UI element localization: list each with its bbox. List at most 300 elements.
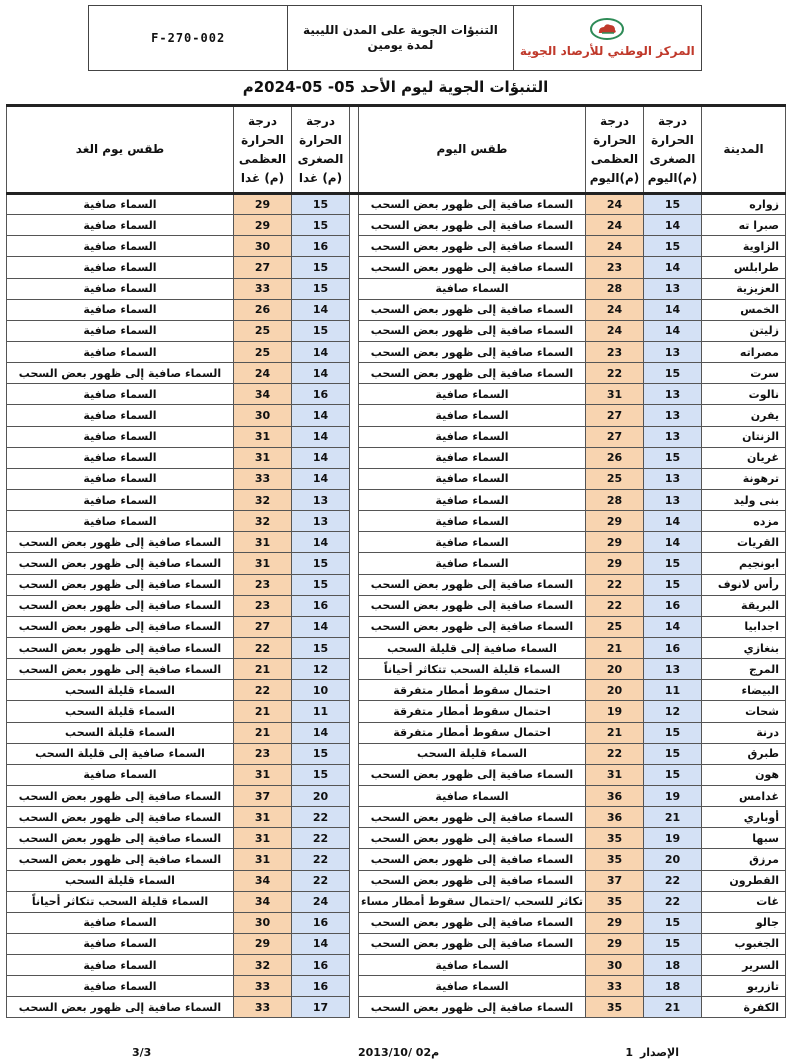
min-today-cell: 13 xyxy=(644,659,702,680)
weather-today-cell: السماء صافية إلى ظهور بعض السحب xyxy=(359,257,586,278)
min-tomorrow-cell: 15 xyxy=(292,215,350,236)
max-today-cell: 22 xyxy=(586,574,644,595)
column-gap xyxy=(350,870,359,891)
weather-tomorrow-cell: السماء صافية xyxy=(7,447,234,468)
max-tomorrow-cell: 26 xyxy=(234,299,292,320)
min-tomorrow-cell: 20 xyxy=(292,785,350,806)
weather-tomorrow-cell: السماء صافية xyxy=(7,933,234,954)
city-cell: بنغازي xyxy=(702,637,786,658)
forecast-table xyxy=(6,104,786,1018)
weather-today-cell: السماء صافية xyxy=(359,447,586,468)
weather-today-cell: السماء صافية إلى ظهور بعض السحب xyxy=(359,616,586,637)
weather-today-cell: السماء صافية xyxy=(359,785,586,806)
max-today-cell: 31 xyxy=(586,764,644,785)
city-cell: ترهونة xyxy=(702,468,786,489)
table-row xyxy=(7,384,786,405)
city-cell: تازربو xyxy=(702,976,786,997)
min-today-cell: 14 xyxy=(644,532,702,553)
min-tomorrow-cell: 14 xyxy=(292,468,350,489)
weather-today-cell: السماء صافية إلى ظهور بعض السحب xyxy=(359,933,586,954)
max-tomorrow-cell: 23 xyxy=(234,595,292,616)
min-tomorrow-cell: 13 xyxy=(292,511,350,532)
weather-cloud-logo-icon xyxy=(590,18,624,40)
max-tomorrow-cell: 37 xyxy=(234,785,292,806)
header-line: طقس اليوم xyxy=(436,142,508,156)
min-tomorrow-cell: 15 xyxy=(292,553,350,574)
city-cell: الزنتان xyxy=(702,426,786,447)
table-header-row xyxy=(7,106,786,194)
weather-tomorrow-cell: السماء صافية إلى ظهور بعض السحب xyxy=(7,807,234,828)
max-today-cell: 22 xyxy=(586,595,644,616)
document-code: F-270-002 xyxy=(89,6,288,70)
column-gap xyxy=(350,236,359,257)
column-gap xyxy=(350,955,359,976)
min-today-cell: 14 xyxy=(644,299,702,320)
max-today-cell: 22 xyxy=(586,363,644,384)
table-row xyxy=(7,680,786,701)
org-name: المركز الوطني للأرصاد الجوية xyxy=(519,44,695,58)
max-tomorrow-cell: 31 xyxy=(234,807,292,828)
min-tomorrow-cell: 22 xyxy=(292,828,350,849)
table-row xyxy=(7,299,786,320)
min-tomorrow-cell: 14 xyxy=(292,532,350,553)
min-tomorrow-cell: 24 xyxy=(292,891,350,912)
weather-tomorrow-cell: السماء صافية xyxy=(7,320,234,341)
table-row xyxy=(7,722,786,743)
header-line: درجة xyxy=(658,113,687,128)
header-line: درجة xyxy=(306,113,335,128)
min-tomorrow-cell: 15 xyxy=(292,574,350,595)
min-tomorrow-cell: 14 xyxy=(292,616,350,637)
weather-today-cell: السماء قليلة السحب xyxy=(359,743,586,764)
weather-today-cell: السماء قليلة السحب تتكاثر أحياناً xyxy=(359,659,586,680)
max-tomorrow-cell: 33 xyxy=(234,997,292,1018)
weather-today-cell: السماء صافية إلى ظهور بعض السحب xyxy=(359,363,586,384)
weather-tomorrow-cell: السماء صافية إلى ظهور بعض السحب xyxy=(7,659,234,680)
weather-today-cell: السماء صافية إلى ظهور بعض السحب xyxy=(359,299,586,320)
min-today-cell: 15 xyxy=(644,912,702,933)
min-today-cell: 16 xyxy=(644,637,702,658)
weather-tomorrow-cell: السماء صافية إلى ظهور بعض السحب xyxy=(7,363,234,384)
max-tomorrow-cell: 31 xyxy=(234,447,292,468)
table-row xyxy=(7,912,786,933)
weather-today-cell: السماء صافية xyxy=(359,976,586,997)
issue-label: الإصدار xyxy=(639,1046,679,1059)
column-gap xyxy=(350,363,359,384)
city-cell: مصراته xyxy=(702,341,786,362)
weather-tomorrow-cell: السماء صافية xyxy=(7,468,234,489)
weather-tomorrow-cell: السماء صافية xyxy=(7,405,234,426)
weather-tomorrow-cell: السماء قليلة السحب xyxy=(7,701,234,722)
header-line: طقس يوم الغد xyxy=(75,142,165,156)
weather-today-cell: احتمال سقوط أمطار متفرقة xyxy=(359,722,586,743)
max-today-cell: 29 xyxy=(586,912,644,933)
table-row xyxy=(7,976,786,997)
table-row xyxy=(7,997,786,1018)
max-tomorrow-cell: 30 xyxy=(234,236,292,257)
column-gap xyxy=(350,785,359,806)
weather-tomorrow-cell: السماء قليلة السحب xyxy=(7,722,234,743)
min-tomorrow-cell: 14 xyxy=(292,426,350,447)
column-gap xyxy=(350,278,359,299)
min-tomorrow-cell: 15 xyxy=(292,278,350,299)
column-gap xyxy=(350,828,359,849)
min-today-cell: 14 xyxy=(644,320,702,341)
max-today-cell: 29 xyxy=(586,532,644,553)
city-cell: البيضاء xyxy=(702,680,786,701)
column-gap xyxy=(350,976,359,997)
max-today-cell: 28 xyxy=(586,489,644,510)
city-cell: غات xyxy=(702,891,786,912)
max-tomorrow-cell: 22 xyxy=(234,680,292,701)
header-line: المدينة xyxy=(723,142,764,156)
min-today-cell: 15 xyxy=(644,194,702,215)
max-today-cell: 27 xyxy=(586,426,644,447)
max-tomorrow-cell: 31 xyxy=(234,426,292,447)
min-tomorrow-cell: 13 xyxy=(292,489,350,510)
min-today-cell: 11 xyxy=(644,680,702,701)
col-header-min-today xyxy=(644,106,702,194)
max-tomorrow-cell: 33 xyxy=(234,976,292,997)
max-today-cell: 29 xyxy=(586,511,644,532)
column-gap xyxy=(350,849,359,870)
city-cell: البريقة xyxy=(702,595,786,616)
weather-tomorrow-cell: السماء صافية إلى ظهور بعض السحب xyxy=(7,828,234,849)
column-gap xyxy=(350,680,359,701)
table-row xyxy=(7,278,786,299)
max-tomorrow-cell: 34 xyxy=(234,384,292,405)
table-row xyxy=(7,637,786,658)
min-today-cell: 13 xyxy=(644,489,702,510)
min-today-cell: 15 xyxy=(644,722,702,743)
weather-today-cell: السماء صافية xyxy=(359,553,586,574)
col-header-weather-tomorrow xyxy=(7,106,234,194)
max-tomorrow-cell: 22 xyxy=(234,637,292,658)
min-today-cell: 13 xyxy=(644,384,702,405)
max-today-cell: 23 xyxy=(586,257,644,278)
column-gap xyxy=(350,320,359,341)
forecast-rows xyxy=(7,194,786,1018)
weather-today-cell: السماء صافية xyxy=(359,489,586,510)
weather-today-cell: السماء صافية xyxy=(359,511,586,532)
min-today-cell: 21 xyxy=(644,807,702,828)
table-row xyxy=(7,701,786,722)
city-cell: رأس لانوف xyxy=(702,574,786,595)
header-line: (م) غدا xyxy=(240,170,285,185)
max-tomorrow-cell: 32 xyxy=(234,511,292,532)
min-today-cell: 18 xyxy=(644,955,702,976)
header-line: (م) غدا xyxy=(298,170,343,185)
header-line: الحرارة xyxy=(241,132,284,147)
table-row xyxy=(7,891,786,912)
max-today-cell: 35 xyxy=(586,997,644,1018)
max-today-cell: 20 xyxy=(586,680,644,701)
weather-today-cell: احتمال سقوط أمطار متفرقة xyxy=(359,701,586,722)
city-cell: زليتن xyxy=(702,320,786,341)
max-tomorrow-cell: 29 xyxy=(234,933,292,954)
min-tomorrow-cell: 15 xyxy=(292,764,350,785)
min-today-cell: 22 xyxy=(644,870,702,891)
city-cell: أوباري xyxy=(702,807,786,828)
weather-today-cell: السماء صافية xyxy=(359,468,586,489)
min-tomorrow-cell: 11 xyxy=(292,701,350,722)
min-today-cell: 22 xyxy=(644,891,702,912)
max-tomorrow-cell: 21 xyxy=(234,659,292,680)
min-today-cell: 16 xyxy=(644,595,702,616)
city-cell: زواره xyxy=(702,194,786,215)
min-today-cell: 12 xyxy=(644,701,702,722)
city-cell: الخمس xyxy=(702,299,786,320)
city-cell: درنة xyxy=(702,722,786,743)
city-cell: القريات xyxy=(702,532,786,553)
max-tomorrow-cell: 30 xyxy=(234,405,292,426)
min-tomorrow-cell: 16 xyxy=(292,236,350,257)
min-today-cell: 13 xyxy=(644,341,702,362)
weather-tomorrow-cell: السماء صافية xyxy=(7,384,234,405)
weather-today-cell: السماء صافية إلى ظهور بعض السحب xyxy=(359,595,586,616)
max-today-cell: 22 xyxy=(586,743,644,764)
table-row xyxy=(7,785,786,806)
weather-tomorrow-cell: السماء صافية إلى ظهور بعض السحب xyxy=(7,595,234,616)
min-today-cell: 14 xyxy=(644,215,702,236)
min-today-cell: 15 xyxy=(644,553,702,574)
header-line: (م)اليوم xyxy=(589,170,640,185)
column-gap xyxy=(350,659,359,680)
weather-tomorrow-cell: السماء قليلة السحب xyxy=(7,680,234,701)
weather-today-cell: السماء صافية xyxy=(359,955,586,976)
city-cell: مرزق xyxy=(702,849,786,870)
header-line: العظمى xyxy=(590,151,639,166)
weather-today-cell: السماء صافية إلى ظهور بعض السحب xyxy=(359,194,586,215)
min-tomorrow-cell: 14 xyxy=(292,933,350,954)
max-today-cell: 28 xyxy=(586,278,644,299)
city-cell: يفرن xyxy=(702,405,786,426)
max-tomorrow-cell: 24 xyxy=(234,363,292,384)
column-gap xyxy=(350,489,359,510)
max-tomorrow-cell: 23 xyxy=(234,574,292,595)
max-today-cell: 30 xyxy=(586,955,644,976)
max-today-cell: 24 xyxy=(586,194,644,215)
max-today-cell: 21 xyxy=(586,637,644,658)
weather-today-cell: السماء صافية xyxy=(359,405,586,426)
weather-tomorrow-cell: السماء صافية إلى ظهور بعض السحب xyxy=(7,637,234,658)
column-gap xyxy=(350,447,359,468)
max-tomorrow-cell: 31 xyxy=(234,764,292,785)
page-number: 3/3 xyxy=(132,1046,152,1059)
city-cell: العزيزية xyxy=(702,278,786,299)
city-cell: صبرا ته xyxy=(702,215,786,236)
min-today-cell: 15 xyxy=(644,363,702,384)
header-line: (م)اليوم xyxy=(647,170,698,185)
weather-tomorrow-cell: السماء صافية xyxy=(7,426,234,447)
table-row xyxy=(7,574,786,595)
max-today-cell: 33 xyxy=(586,976,644,997)
column-gap xyxy=(350,743,359,764)
city-cell: هون xyxy=(702,764,786,785)
weather-today-cell: تكاثر للسحب /احتمال سقوط أمطار مساء xyxy=(359,891,586,912)
column-gap xyxy=(350,106,359,194)
max-today-cell: 35 xyxy=(586,891,644,912)
table-row xyxy=(7,870,786,891)
weather-tomorrow-cell: السماء صافية xyxy=(7,278,234,299)
max-tomorrow-cell: 29 xyxy=(234,194,292,215)
max-tomorrow-cell: 32 xyxy=(234,955,292,976)
column-gap xyxy=(350,807,359,828)
weather-tomorrow-cell: السماء صافية xyxy=(7,976,234,997)
max-tomorrow-cell: 30 xyxy=(234,912,292,933)
min-tomorrow-cell: 15 xyxy=(292,257,350,278)
city-cell: المرج xyxy=(702,659,786,680)
issue-date: 2013/10/ 02م xyxy=(358,1046,440,1059)
weather-tomorrow-cell: السماء صافية xyxy=(7,511,234,532)
city-cell: طرابلس xyxy=(702,257,786,278)
weather-tomorrow-cell: السماء صافية إلى ظهور بعض السحب xyxy=(7,997,234,1018)
table-row xyxy=(7,933,786,954)
max-today-cell: 20 xyxy=(586,659,644,680)
table-row xyxy=(7,341,786,362)
header-line: الحرارة xyxy=(299,132,342,147)
city-cell: طبرق xyxy=(702,743,786,764)
city-cell: شحات xyxy=(702,701,786,722)
max-tomorrow-cell: 31 xyxy=(234,532,292,553)
weather-today-cell: السماء صافية إلى ظهور بعض السحب xyxy=(359,341,586,362)
column-gap xyxy=(350,299,359,320)
issue-number: 1 xyxy=(625,1046,633,1059)
city-cell: الزاوية xyxy=(702,236,786,257)
table-row xyxy=(7,215,786,236)
city-cell: اجدابيا xyxy=(702,616,786,637)
weather-tomorrow-cell: السماء صافية xyxy=(7,341,234,362)
max-today-cell: 29 xyxy=(586,553,644,574)
city-cell: الجغبوب xyxy=(702,933,786,954)
max-tomorrow-cell: 27 xyxy=(234,257,292,278)
subtitle-line-2: لمدة يومين xyxy=(367,38,434,52)
city-cell: نالوت xyxy=(702,384,786,405)
min-tomorrow-cell: 16 xyxy=(292,955,350,976)
city-cell: الكفرة xyxy=(702,997,786,1018)
column-gap xyxy=(350,341,359,362)
max-tomorrow-cell: 34 xyxy=(234,870,292,891)
column-gap xyxy=(350,616,359,637)
max-tomorrow-cell: 25 xyxy=(234,341,292,362)
weather-today-cell: السماء صافية إلى ظهور بعض السحب xyxy=(359,828,586,849)
city-cell: غريان xyxy=(702,447,786,468)
col-header-weather-today xyxy=(359,106,586,194)
weather-tomorrow-cell: السماء صافية إلى ظهور بعض السحب xyxy=(7,553,234,574)
column-gap xyxy=(350,701,359,722)
max-today-cell: 25 xyxy=(586,616,644,637)
col-header-city xyxy=(702,106,786,194)
weather-today-cell: احتمال سقوط أمطار متفرقة xyxy=(359,680,586,701)
weather-today-cell: السماء صافية إلى ظهور بعض السحب xyxy=(359,912,586,933)
max-today-cell: 36 xyxy=(586,807,644,828)
table-row xyxy=(7,511,786,532)
max-tomorrow-cell: 33 xyxy=(234,278,292,299)
min-tomorrow-cell: 10 xyxy=(292,680,350,701)
max-today-cell: 21 xyxy=(586,722,644,743)
weather-today-cell: السماء صافية xyxy=(359,384,586,405)
weather-today-cell: السماء صافية إلى ظهور بعض السحب xyxy=(359,849,586,870)
max-today-cell: 36 xyxy=(586,785,644,806)
column-gap xyxy=(350,426,359,447)
weather-tomorrow-cell: السماء صافية xyxy=(7,489,234,510)
min-tomorrow-cell: 16 xyxy=(292,976,350,997)
table-row xyxy=(7,616,786,637)
min-today-cell: 15 xyxy=(644,933,702,954)
max-tomorrow-cell: 31 xyxy=(234,849,292,870)
table-row xyxy=(7,447,786,468)
weather-today-cell: السماء صافية xyxy=(359,426,586,447)
column-gap xyxy=(350,405,359,426)
min-today-cell: 18 xyxy=(644,976,702,997)
weather-today-cell: السماء صافية إلى ظهور بعض السحب xyxy=(359,574,586,595)
weather-tomorrow-cell: السماء صافية إلى قليلة السحب xyxy=(7,743,234,764)
weather-tomorrow-cell: السماء صافية إلى ظهور بعض السحب xyxy=(7,616,234,637)
document-subtitle xyxy=(288,6,513,70)
weather-tomorrow-cell: السماء صافية xyxy=(7,236,234,257)
min-today-cell: 21 xyxy=(644,997,702,1018)
org-logo-block xyxy=(514,6,701,70)
column-gap xyxy=(350,384,359,405)
min-tomorrow-cell: 14 xyxy=(292,405,350,426)
max-today-cell: 24 xyxy=(586,320,644,341)
min-tomorrow-cell: 22 xyxy=(292,807,350,828)
weather-tomorrow-cell: السماء صافية xyxy=(7,215,234,236)
min-today-cell: 14 xyxy=(644,616,702,637)
column-gap xyxy=(350,553,359,574)
city-cell: غدامس xyxy=(702,785,786,806)
min-tomorrow-cell: 12 xyxy=(292,659,350,680)
column-gap xyxy=(350,933,359,954)
col-header-max-tomorrow xyxy=(234,106,292,194)
document-header xyxy=(88,5,702,71)
table-row xyxy=(7,595,786,616)
min-tomorrow-cell: 14 xyxy=(292,447,350,468)
min-today-cell: 13 xyxy=(644,468,702,489)
weather-tomorrow-cell: السماء صافية إلى ظهور بعض السحب xyxy=(7,785,234,806)
min-today-cell: 19 xyxy=(644,828,702,849)
weather-today-cell: السماء صافية إلى ظهور بعض السحب xyxy=(359,807,586,828)
max-today-cell: 35 xyxy=(586,849,644,870)
table-row xyxy=(7,807,786,828)
min-tomorrow-cell: 16 xyxy=(292,384,350,405)
column-gap xyxy=(350,215,359,236)
max-today-cell: 24 xyxy=(586,215,644,236)
weather-tomorrow-cell: السماء صافية إلى ظهور بعض السحب xyxy=(7,849,234,870)
table-row xyxy=(7,764,786,785)
city-cell: السرير xyxy=(702,955,786,976)
weather-today-cell: السماء صافية إلى ظهور بعض السحب xyxy=(359,236,586,257)
city-cell: سرت xyxy=(702,363,786,384)
column-gap xyxy=(350,764,359,785)
table-row xyxy=(7,659,786,680)
min-tomorrow-cell: 15 xyxy=(292,320,350,341)
min-today-cell: 13 xyxy=(644,278,702,299)
weather-today-cell: السماء صافية إلى ظهور بعض السحب xyxy=(359,764,586,785)
max-today-cell: 23 xyxy=(586,341,644,362)
header-line: درجة xyxy=(600,113,629,128)
table-row xyxy=(7,828,786,849)
table-row xyxy=(7,955,786,976)
min-tomorrow-cell: 15 xyxy=(292,194,350,215)
max-tomorrow-cell: 31 xyxy=(234,553,292,574)
min-today-cell: 15 xyxy=(644,574,702,595)
max-tomorrow-cell: 33 xyxy=(234,468,292,489)
weather-tomorrow-cell: السماء صافية xyxy=(7,194,234,215)
max-today-cell: 31 xyxy=(586,384,644,405)
header-line: العظمى xyxy=(238,151,287,166)
table-row xyxy=(7,405,786,426)
